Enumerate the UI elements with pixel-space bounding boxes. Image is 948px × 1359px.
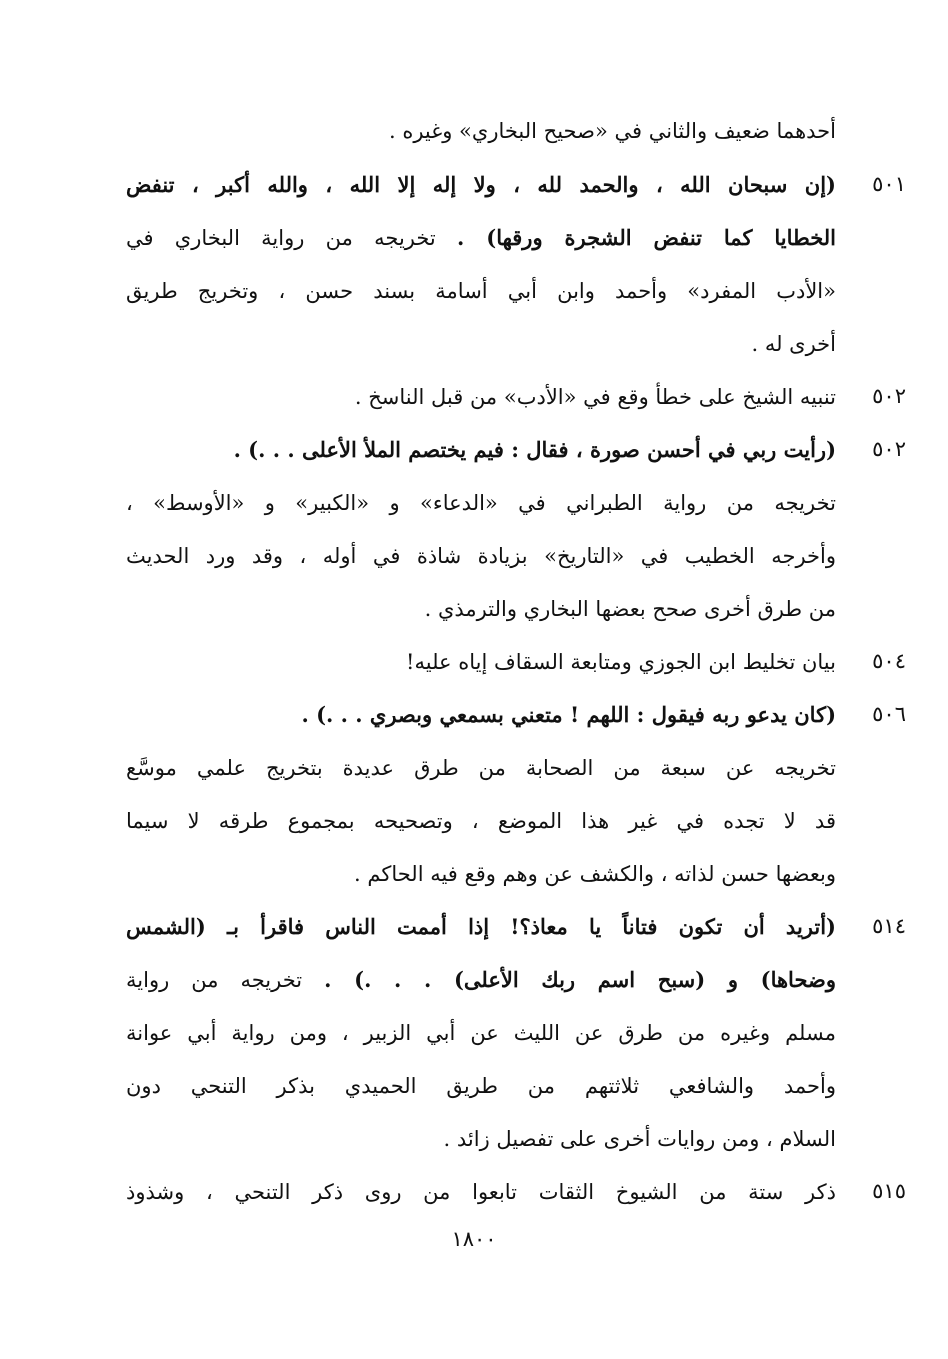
- entry-line: [126, 1112, 836, 1165]
- commentary-text: وبعضها حسن لذاته ، والكشف عن وهم وقع فيه الحاكم .: [354, 861, 836, 886]
- page-body: [126, 105, 906, 1218]
- entry-line: [126, 741, 836, 794]
- entry-number: ٥٠٢: [872, 437, 906, 461]
- commentary-text: قد لا تجده في غير هذا الموضع ، وتصحيحه بمجموع طرقه لا سيما: [126, 808, 836, 833]
- commentary-text: تخريجه من رواية البخاري في: [126, 225, 458, 250]
- entry-line: [126, 158, 836, 211]
- entry-number: ٥٠٤: [872, 649, 906, 673]
- commentary-text: «الأدب المفرد» وأحمد وابن أبي أسامة بسند حسن ، وتخريج طريق: [126, 278, 836, 303]
- entry-line: [126, 900, 836, 953]
- entry-line: [126, 794, 836, 847]
- entry-number: ٥٠٢: [872, 384, 906, 408]
- hadith-text: (إن سبحان الله ، والحمد لله ، ولا إله إلا الله ، والله أكبر ، تنفض: [126, 171, 836, 197]
- entry-number: ٥١٤: [872, 914, 906, 938]
- page-number: ١٨٠٠: [451, 1227, 497, 1251]
- entry-line: [126, 264, 836, 317]
- entry-502-note: [126, 370, 906, 423]
- hadith-text: وضحاها) و (سبح اسم ربك الأعلى) . . .) .: [324, 966, 836, 992]
- entry-506: [126, 688, 906, 900]
- entry-number: ٥٠١: [872, 172, 906, 196]
- commentary-text: بيان تخليط ابن الجوزي ومتابعة السقاف إياه عليه!: [406, 649, 836, 674]
- commentary-text: السلام ، ومن روايات أخرى على تفصيل زائد .: [443, 1126, 836, 1151]
- commentary-text: وأحمد والشافعي ثلاثتهم من طريق الحميدي بذكر التنحي دون: [126, 1073, 836, 1098]
- entry-line: [126, 688, 836, 741]
- entry-number: ٥١٥: [872, 1179, 906, 1203]
- hadith-text: الخطايا كما تنفض الشجرة ورقها) .: [457, 224, 836, 250]
- entry-514: [126, 900, 906, 1165]
- entry-line: [126, 476, 836, 529]
- entry-502: [126, 423, 906, 635]
- commentary-text: مسلم وغيره من طرق عن الليث عن أبي الزبير ، ومن رواية أبي عوانة: [126, 1020, 836, 1045]
- entry-line: [126, 423, 836, 476]
- entry-number: ٥٠٦: [872, 702, 906, 726]
- entry-line: [126, 953, 836, 1006]
- commentary-text: وأخرجه الخطيب في «التاريخ» بزيادة شاذة في أوله ، وقد ورد الحديث: [126, 543, 836, 568]
- commentary-text: تخريجه عن سبعة من الصحابة من طرق عديدة بتخريج علمي موسَّع: [126, 755, 836, 780]
- hadith-text: (كان يدعو ربه فيقول : اللهم ! متعني بسمعي وبصري . . .) .: [301, 701, 836, 727]
- entry-515: [126, 1165, 906, 1218]
- entry-line: [126, 635, 836, 688]
- hadith-text: (أتريد أن تكون فتاناً يا معاذ؟! إذا أممت الناس فاقرأ بـ (الشمس: [126, 913, 836, 939]
- commentary-text: ذكر ستة من الشيوخ الثقات تابعوا من روى ذكر التنحي ، وشذوذ: [126, 1179, 836, 1204]
- entry-line: [126, 211, 836, 264]
- entry-504: [126, 635, 906, 688]
- intro-text: أحدهما ضعيف والثاني في «صحيح البخاري» وغيره .: [388, 119, 836, 143]
- entry-line: [126, 370, 836, 423]
- entry-line: [126, 582, 836, 635]
- entry-line: [126, 317, 836, 370]
- entry-line: [126, 1165, 836, 1218]
- entry-line: [126, 529, 836, 582]
- commentary-text: أخرى له .: [751, 331, 836, 356]
- intro-line: [126, 105, 836, 158]
- hadith-text: (رأيت ربي في أحسن صورة ، فقال : فيم يختصم الملأ الأعلى . . .) .: [233, 436, 836, 462]
- commentary-text: تخريجه من رواية الطبراني في «الدعاء» و «الكبير» و «الأوسط» ،: [126, 490, 836, 515]
- commentary-text: تنبيه الشيخ على خطأ وقع في «الأدب» من قبل الناسخ .: [354, 384, 836, 409]
- entry-501: [126, 158, 906, 370]
- commentary-text: تخريجه من رواية: [126, 967, 325, 992]
- entry-line: [126, 847, 836, 900]
- commentary-text: من طرق أخرى صحح بعضها البخاري والترمذي .: [424, 596, 836, 621]
- entry-line: [126, 1059, 836, 1112]
- entry-line: [126, 1006, 836, 1059]
